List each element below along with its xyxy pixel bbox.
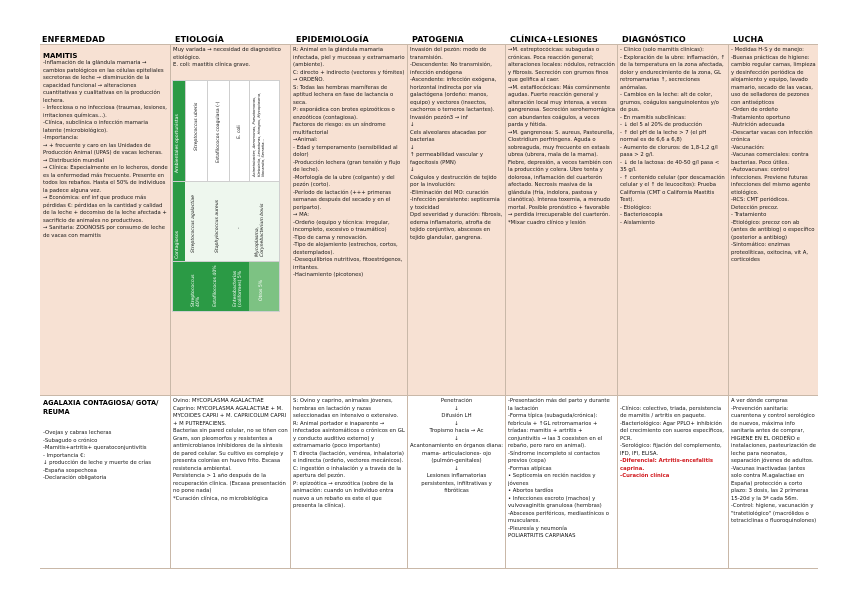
mamitis-lucha: - Medidas H-S y de manejo: -Buenas prácticas de higiene: cambio regular camas, limpieza y desinfección periódica de alojamiento y equipo, lavado mamario, secado de las vacas, uso de selladores de pezones con antisépticos -Orden de ordeño -Tratamiento oportuno -Nutrición adecuada -Descartar vacas con infección crónica -Vacunación: -Vacunas comerciales: contra bacterias. Poco útiles. -Autovacunas: control infecciones. Previene futuras infecciones del mismo agente etiológico. -RCS: CMT periódicos. Detección precoz. - Tratamiento -Etiológico: precoz con ab (antes de antibiog) o específico (posterior a antibiog) -Sintomático: enzimas proteolíticas, oxitocina, vit A, corticoides — [731, 47, 816, 263]
header-lucha: LUCHA — [733, 35, 764, 44]
etiology-table — [172, 80, 280, 312]
etiology-pct-4: Otros 5% — [259, 279, 264, 301]
etiology-pct-1: Streptococcus 40% — [191, 274, 201, 307]
mamitis-etiologia-intro: Muy variada → necesidad de diagnóstico etiológico. E. coli: mastitis clínica grave. — [173, 47, 281, 68]
header-diagnostico: DIAGNÓSTICO — [622, 35, 686, 44]
agalaxia-enfermedad: -Ovejas y cabras lecheras -Subagudo o crónico -Mamitis+artritis+ queratoconjuntivitis - Importancia €: ↓ producción de leche y muerte de crías -España sospechosa -Declaración obligatoria — [43, 430, 151, 481]
grid-col-5 — [617, 44, 618, 568]
agalaxia-clinica: -Presentación más del parto y durante la lactación -Forma típica (subaguda/crónica): febrícula + ↑GL retromamarios + tríadas: mamitis + artritis + conjuntivitis → las 3 coexisten en el rebaño, pero raro en animal). -Síndrome incompleto si contactos previos (cepa) -Formas atípicas • Septicemia en recién nacidos y jóvenes • Abortos tardíos • Infecciones escroto (machos) y vulvovaginitis granulosa (hembras) -Abscesos periféricos, mediastínicos o musculares. -Pleuresía y neumonía POLIARTRITIS CARPIANAS — [508, 398, 610, 539]
mamitis-clinica: →M. estreptocócicas: subagudas o crónicas. Poca reacción general; alteraciones locales: nódulos, retracción y fibrosis. Secreción con grumos finos que gelifica al caer. →M. estafilocócicas: Más comúnmente agudas. Fuerte reacción general y alteración local muy intensa, a veces gangrenosa. Secreción serohemorrágica con abundantes coágulos, a veces parda y fétida. →M. gangrenosa: S. aureus, Pasteurella, Clostridium perfringens. Aguda o sobreaguda, muy frecuente en estasis ubrea (ubrera, mala de la mama). Fiebre, depresión, a veces también con la producción y colera. Ubre tenta y dolorosa, inflamación del cuarterón afectado. Necrosis masiva de la glándula (fría, indolora, pastosa y cianótica). Intensa toxemia, a menudo mortal. Posible pronóstico + favorable → perdida irrecuperable del cuarterón. *Mixar cuadro clínico y lesión — [508, 47, 615, 226]
etiology-cont-1: Streptococcus agalactiae — [191, 195, 196, 253]
mamitis-enfermedad: -Inflamación de la glándula mamaria → cambios patológicos en las células epiteliales secretoras de leche → disminución de la capacidad funcional → alteraciones cuantitativas y cualitativas en la producción lechera. - Infecciosa o no infecciosa (traumas, lesiones, irritaciones químicas...). -Clínica, subclínica o infección mamaria latente (microbiológico). -Importancia: → + frecuente y caro en las Unidades de Producción Animal (UPAS) de vacas lecheras. → Distribución mundial → Clínica: Especialmente en lo lecheros, donde es la enfermedad más frecuente. Presente en todos los rebaños. Hasta el 50% de individuos la padece alguna vez. → Económica: enf inf que produce más pérdidas €: pérdidas en la cantidad y calidad de la leche + decomiso de la leche afectada + sacrificio de animales no productivos. → Sanitaria: ZOONOSIS por consumo de leche de vacas con mamitis — [43, 60, 168, 239]
agalaxia-etiologia: Ovino: MYCOPLASMA AGALACTIAE Caprino: MYCOPLASMA AGALACTIAE + M. MYCOIDES CAPRI + M. CAPRICOLUM CAPRI + M PUTREFACIENS. Bacterias sin pared celular, no se tiñen con Gram, son pleomorfos y resistentes a antimicrobianos inhibidores de la síntesis de pared celular. Su cultivo es complejo y presenta colonias en huevo frito. Escasa resistencia ambiental. Persistencia > 1 año después de la recuperación clínica. (Escasa presentación no pone nada) *Curación clínica, no microbiológica — [173, 398, 288, 502]
etiology-row-label-contagiosos: Contagiosos — [175, 230, 180, 259]
mamitis-epidemiologia: R: Animal en la glándula mamaria infectada, piel y mucosas y extramamario (ambiente). C: directo + indirecto (vectores y fómites) → ORDEÑO. S: Todas las hembras mamíferas de aptitud lechera en fase de lactancia o seca. P: esporádica con brotes epizoóticos o enzoóticos (contagiosa). Factores de riesgo: es un síndrome multifactorial →Animal: - Edad y temperamento (sensibilidad al dolor) -Producción lechera (gran tensión y flujo de leche). -Morfología de la ubre (colgante) y del pezón (corto). -Período de lactación (+++ primeras semanas después del secado y en el periparto). → MA: -Ordeño (equipo y técnica: irregular, incompleto, excesivo o traumático) -Tipo de cama y renovación. -Tipo de alojamiento (estrechos, cortos, destemplados). -Desequilibrios nutritivos, fitoestrógenos, irritantes. -Hacinamiento (picotones) — [293, 47, 405, 278]
header-enfermedad: ENFERMEDAD — [42, 35, 106, 44]
etiology-cont-2: Staphylococcus aureus — [215, 199, 220, 253]
etiology-amb-1: Streptococcus uberis — [194, 102, 199, 151]
grid-col-3 — [407, 44, 408, 568]
etiology-amb-3: E. coli — [237, 125, 242, 139]
etiology-percent-cell-other — [249, 262, 279, 311]
agalaxia-epidemiologia: S: Ovino y caprino, animales jóvenes, hembras en lactación y razas seleccionadas en intensivo o extensivo. R: Animal portador e inaparente → infectados asintomáticos o crónicos en GL y conducto auditivo externo) y extramamario (poco importante) T: directa (lactación, venérea, inhalatoria) e indirecta (ordeño, vectores mecánicos). C: ingestión o inhalación y a través de la apertura del pezón. P: epizoótica → enzoótica (sobre de la animación: cuando un individuo entra nuevo a un rebaño es este el que presenta la clínica). — [293, 398, 405, 509]
grid-line-mid — [40, 395, 818, 396]
disease-name-agalaxia: AGALAXIA CONTAGIOSA/ GOTA/ REUMA — [43, 399, 159, 416]
header-clinica: CLÍNICA+LESIONES — [510, 35, 599, 44]
grid-line-top — [40, 44, 818, 45]
etiology-row-label-ambientales: Ambientales oportunistas — [175, 114, 180, 173]
grid-col-2 — [290, 44, 291, 568]
header-etiologia: ETIOLOGÍA — [175, 35, 224, 44]
agalaxia-diagnostico-diferencial: -Diferencial: Artritis-encefalitis caprina. -Curación clínica — [620, 458, 714, 479]
etiology-amb-2: Estafilococos coagulasa (-) — [216, 101, 221, 163]
agalaxia-diagnostico — [620, 398, 726, 568]
header-patogenia: PATOGENIA — [412, 35, 464, 44]
grid-col-1 — [170, 44, 171, 568]
grid-col-4 — [505, 44, 506, 568]
disease-name-mamitis: MAMITIS — [43, 52, 78, 60]
header-epidemiologia: EPIDEMIOLOGÍA — [296, 35, 369, 44]
etiology-cont-4: Mycoplasma, Corynebacterium bovis — [255, 203, 265, 257]
etiology-pct-2: Estafilococos 40% — [213, 265, 218, 307]
grid-col-6 — [728, 44, 729, 568]
agalaxia-lucha: A ver dónde compras -Prevención sanitaria: cuarentena y control serológico de nuevos, máxima info sanitaria antes de comprar, HIGIENE EN EL ORDEÑO e instalaciones, pasteurización de leche para neonatos, separación jóvenes de adultos. -Vacunas inactivadas (antes solo contra M.agalactiae en España) protección a corto plazo: 3 dosis, las 2 primeras 15-20d y la 3ª cada 56m. -Control: higiene, vacunación y "tratetiológico" (macrólidos o tetraciclinas o fluoroquinolones) — [731, 398, 817, 524]
mamitis-diagnostico: - Clínico (solo mamitis clínicas): - Exploración de la ubre: inflamación, ↑ de la temperatura en la zona afectada, dolor y endurecimiento de la zona, GL retromamarias ↑, secreciones anómalas. - Cambios en la leche: alt de color, grumos, coágulos sanguinolentos y/o de pus. - En mamitis subclínicas: - ↓ del 5 al 20% de producción - ↑ del pH de la leche > 7 (el pH normal es de 6,6 a 6,8) - Aumento de cloruros: de 1,8-1,2 g/l pasa > 2 g/l. - ↓ de la lactosa: de 40-50 g/l pasa < 35 g/l. - ↑ contenido celular (por descamación celular y el ↑ de leucocitos): Prueba California (CMT o California Mastitis Test). - Etiológico: - Bacterioscopia - Aislamiento — [620, 47, 726, 226]
agalaxia-patogenia: Penetración ↓ Difusión LH ↓ Tropismo hacia → Ac ↓ Acantonamiento en órganos diana: mama- articulaciones- ojo (pulmón-genitales) ↓ Lesiones inflamatorias persistentes, infiltrativas y fibróticas — [410, 398, 503, 494]
mamitis-patogenia: Invasión del pezón: modo de transmisión. -Descendente: No transmisión, infección endógena -Ascendente: infección exógena, horizontal indirecta por vía galactógena (ordeño: manos, equipo) y vectores (insectos, cachorros o terneros lactantes). Invasión pezón3 → inf ↓ Cels alveolares atacadas por bacterias ↓ ↑ permeabilidad vascular y fagocitosis (PMN) ↓ Coágulos y destrucción de tejido por la involución: -Eliminación del MO: curación -Infección persistente: septicemia y toxicidad Dpd severidad y duración: fibrosis, edema inflamatorio, atrofia de tejido conjuntivo, abscesos en tejido glandular, gangrena. — [410, 47, 503, 241]
etiology-pct-3: Enterobacterias (coliformes) 5% — [233, 270, 243, 307]
etiology-cont-3: - — [237, 227, 242, 229]
etiology-amb-4: Acinetobacter, Aeromonas, Pseudomonas, Klebsiella, Levaduras, Hongos, Mycoplasma, Nocardia, Serratia... — [251, 92, 266, 177]
grid-line-bottom — [40, 568, 818, 569]
agalaxia-diagnostico-text: -Clínico: colectivo, triada, persistencia de mamitis / artritis en paquete. -Bacteriológico: Agar PPLO+ inhibición del crecimiento con sueros específicos, PCR. -Serológico: fijación del complemento, IFD, IFI, ELISA. — [620, 405, 724, 457]
